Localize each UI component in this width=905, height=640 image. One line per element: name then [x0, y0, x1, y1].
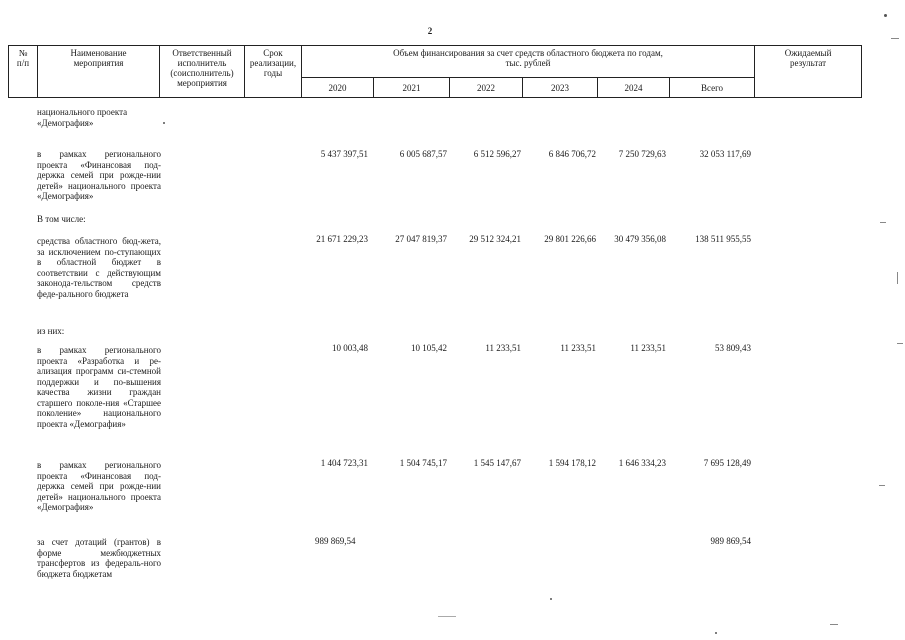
- row-value-total: 53 809,43: [715, 343, 751, 353]
- header-year-2022: 2022: [450, 78, 523, 98]
- row-value-2023: 1 594 178,12: [548, 458, 596, 468]
- row-value-total: 7 695 128,49: [703, 458, 751, 468]
- header-col-financing: Объем финансирования за счет средств областного бюджета по годам, тыс. рублей: [302, 46, 755, 78]
- row-value-2020: 1 404 723,31: [320, 458, 368, 468]
- row-value-2022: 29 512 324,21: [469, 234, 521, 244]
- header-col-responsible: Ответственный исполнитель (соисполнитель) мероприятия: [160, 46, 245, 98]
- row-value-2023: 29 801 226,66: [544, 234, 596, 244]
- row-value-2021: 1 504 745,17: [399, 458, 447, 468]
- row-description: в рамках регионального проекта «Разработка и ре-ализация программ си-стемной поддержки и по-вышения качества жизни граждан старшего поколе-ния «Старшее поколение» национального проекта «Демография»: [37, 345, 161, 429]
- row-value-2020: 989 869,54: [315, 536, 356, 546]
- scan-mark: [438, 616, 456, 617]
- scan-mark: [830, 624, 838, 625]
- row-description: В том числе:: [37, 214, 86, 224]
- row-value-2021: 6 005 687,57: [399, 149, 447, 159]
- row-value-total: 989 869,54: [710, 536, 751, 546]
- row-value-2024: 1 646 334,23: [618, 458, 666, 468]
- row-value-2023: 6 846 706,72: [548, 149, 596, 159]
- row-value-2023: 11 233,51: [560, 343, 596, 353]
- row-value-2020: 10 003,48: [332, 343, 368, 353]
- scan-speck: [715, 632, 717, 634]
- header-year-2024: 2024: [598, 78, 670, 98]
- row-value-2020: 21 671 229,23: [316, 234, 368, 244]
- scan-mark: [880, 222, 886, 223]
- header-col-name: Наименование мероприятия: [38, 46, 160, 98]
- page-number: 2: [427, 26, 433, 36]
- row-value-2022: 11 233,51: [485, 343, 521, 353]
- scan-mark: [897, 343, 903, 344]
- header-year-total: Всего: [670, 78, 755, 98]
- row-value-2021: 10 105,42: [411, 343, 447, 353]
- scan-speck: [884, 14, 887, 17]
- header-year-2020: 2020: [302, 78, 374, 98]
- row-value-total: 138 511 955,55: [695, 234, 751, 244]
- scan-speck: [550, 598, 552, 600]
- row-value-2022: 1 545 147,67: [473, 458, 521, 468]
- row-description: национального проекта «Демография»: [37, 107, 128, 128]
- row-description: средства областного бюд-жета, за исключением по-ступающих в областной бюджет в соответствии с действующим законода-тельством средств феде-рального бюджета: [37, 236, 161, 299]
- header-col-result: Ожидаемый результат: [755, 46, 862, 98]
- header-col-term: Срок реализации, годы: [245, 46, 302, 98]
- header-year-2021: 2021: [374, 78, 450, 98]
- row-value-2022: 6 512 596,27: [473, 149, 521, 159]
- scan-mark: [897, 272, 898, 284]
- row-value-2021: 27 047 819,37: [395, 234, 447, 244]
- row-description: в рамках регионального проекта «Финансовая под-держка семей при рожде-нии детей» национального проекта «Демография»: [37, 460, 161, 512]
- row-value-2020: 5 437 397,51: [320, 149, 368, 159]
- row-value-total: 32 053 117,69: [699, 149, 751, 159]
- header-col-number: № п/п: [9, 46, 38, 98]
- row-value-2024: 30 479 356,08: [614, 234, 666, 244]
- row-value-2024: 7 250 729,63: [618, 149, 666, 159]
- scan-mark: [879, 485, 885, 486]
- row-value-2024: 11 233,51: [630, 343, 666, 353]
- header-year-2023: 2023: [523, 78, 598, 98]
- scan-speck: [163, 122, 165, 124]
- row-description: в рамках регионального проекта «Финансовая под-держка семей при рожде-нии детей» национального проекта «Демография»: [37, 149, 161, 201]
- row-description: из них:: [37, 326, 65, 336]
- scan-mark: [891, 38, 899, 39]
- row-description: за счет дотаций (грантов) в форме межбюджетных трансфертов из федераль-ного бюджета бюджетам: [37, 537, 161, 579]
